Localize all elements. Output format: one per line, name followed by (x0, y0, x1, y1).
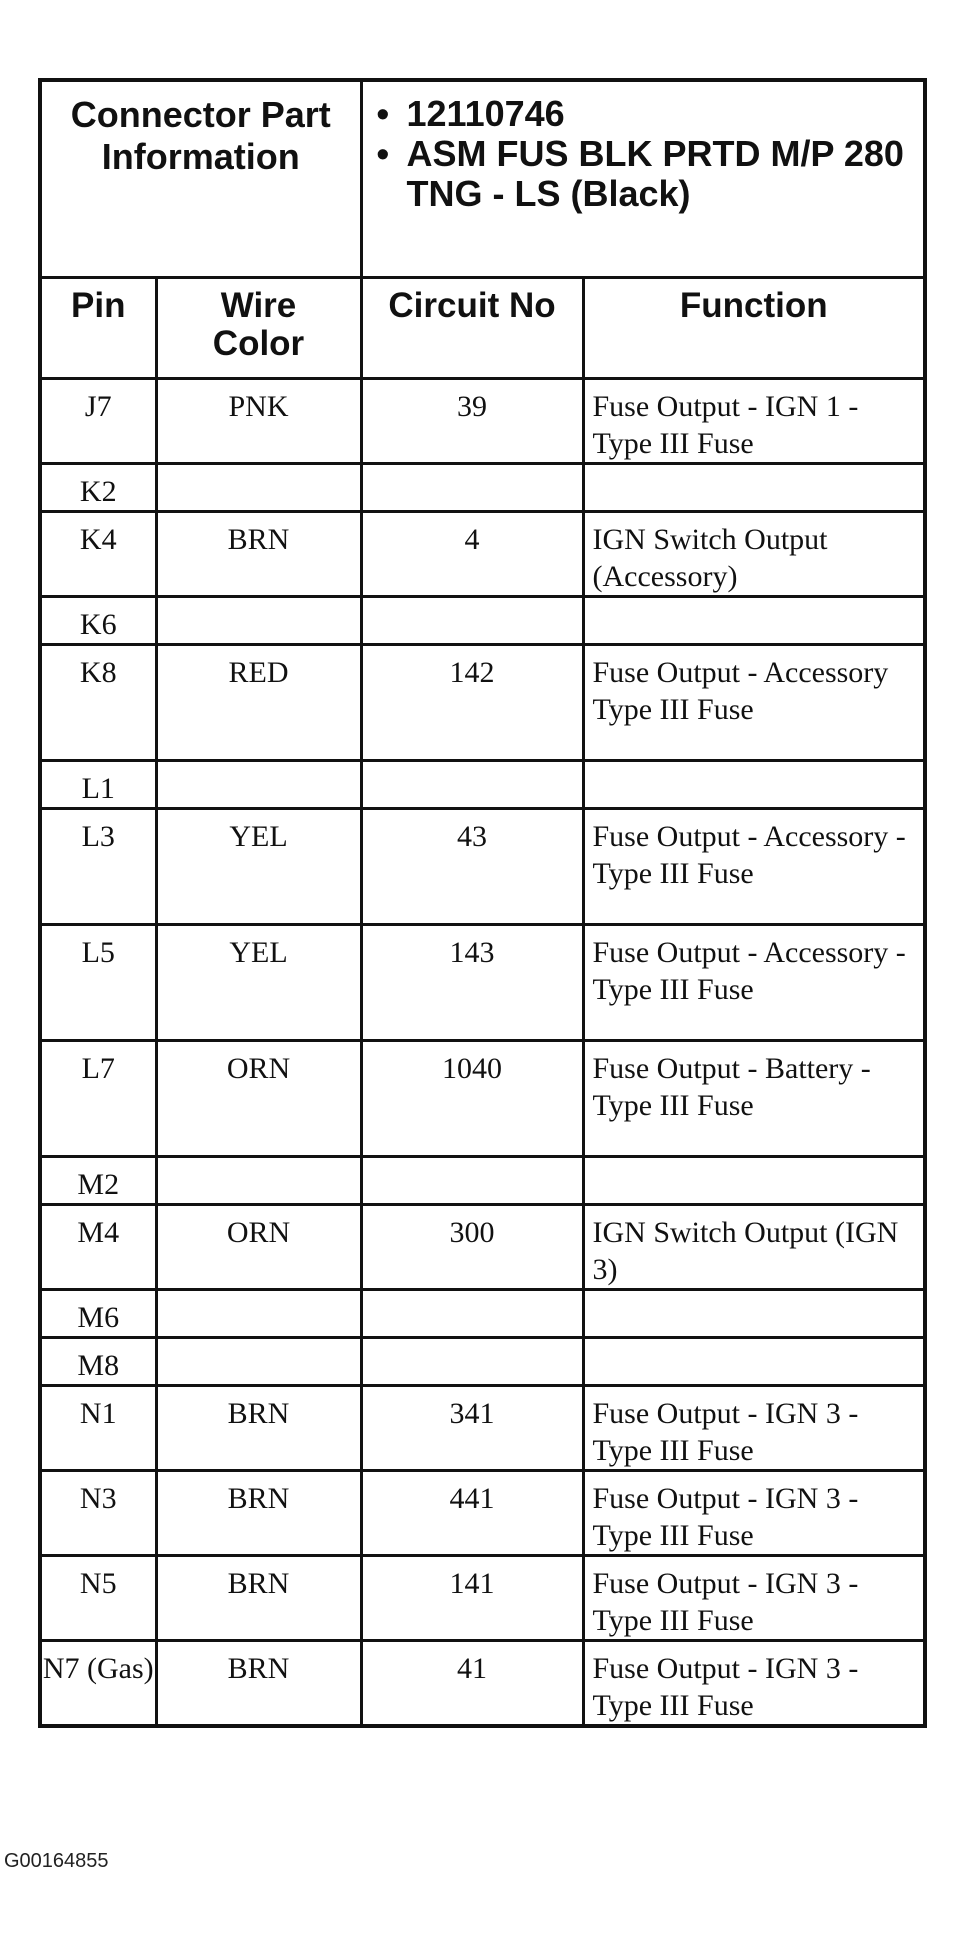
pin-cell: K6 (40, 597, 156, 645)
pin-cell: K2 (40, 464, 156, 512)
connector-info-values (361, 80, 925, 278)
connector-table (38, 78, 927, 1728)
wire-color-cell: YEL (156, 925, 361, 1041)
pin-cell: M4 (40, 1205, 156, 1290)
wire-color-cell (156, 1157, 361, 1205)
circuit-number-cell (361, 1290, 583, 1338)
table-row (40, 379, 925, 464)
part-description-line (376, 133, 914, 214)
function-cell (583, 1157, 925, 1205)
figure-code: G00164855 (4, 1850, 109, 1872)
table-row (40, 1471, 925, 1556)
pin-cell: M2 (40, 1157, 156, 1205)
function-cell (583, 761, 925, 809)
function-cell: Fuse Output - IGN 1 - Type III Fuse (583, 379, 925, 464)
connector-info-row (40, 80, 925, 278)
function-cell: Fuse Output - IGN 3 - Type III Fuse (583, 1386, 925, 1471)
table-row (40, 1338, 925, 1386)
function-cell: Fuse Output - IGN 3 - Type III Fuse (583, 1641, 925, 1727)
pin-cell: L1 (40, 761, 156, 809)
circuit-number-cell (361, 1157, 583, 1205)
function-cell (583, 1338, 925, 1386)
pin-cell: N1 (40, 1386, 156, 1471)
table-row (40, 645, 925, 761)
table-row (40, 1556, 925, 1641)
connector-info-label: Connector Part Information (40, 80, 361, 278)
column-header-pin: Pin (40, 278, 156, 379)
pin-cell: M6 (40, 1290, 156, 1338)
part-number: 12110746 (406, 93, 565, 134)
table-row (40, 1205, 925, 1290)
function-cell (583, 597, 925, 645)
table-row (40, 464, 925, 512)
wire-color-cell (156, 464, 361, 512)
circuit-number-cell: 341 (361, 1386, 583, 1471)
table-body (40, 80, 925, 1726)
circuit-number-cell (361, 464, 583, 512)
table-row (40, 1157, 925, 1205)
function-cell: Fuse Output - IGN 3 - Type III Fuse (583, 1556, 925, 1641)
table-row (40, 597, 925, 645)
table-row (40, 761, 925, 809)
column-header-function: Function (583, 278, 925, 379)
wire-color-cell: BRN (156, 1641, 361, 1727)
wire-color-cell (156, 1290, 361, 1338)
circuit-number-cell: 1040 (361, 1041, 583, 1157)
column-header-circuit-no: Circuit No (361, 278, 583, 379)
circuit-number-cell (361, 1338, 583, 1386)
column-header-row (40, 278, 925, 379)
circuit-number-cell (361, 761, 583, 809)
circuit-number-cell: 39 (361, 379, 583, 464)
wire-color-cell: BRN (156, 1471, 361, 1556)
part-description: ASM FUS BLK PRTD M/P 280 TNG - LS (Black) (406, 133, 904, 214)
table-row (40, 1641, 925, 1727)
wire-color-cell (156, 597, 361, 645)
table-row (40, 1041, 925, 1157)
wire-color-cell (156, 761, 361, 809)
table-row (40, 512, 925, 597)
circuit-number-cell: 142 (361, 645, 583, 761)
circuit-number-cell: 41 (361, 1641, 583, 1727)
function-cell: Fuse Output - Battery - Type III Fuse (583, 1041, 925, 1157)
circuit-number-cell: 43 (361, 809, 583, 925)
function-cell: Fuse Output - IGN 3 - Type III Fuse (583, 1471, 925, 1556)
part-number-line (376, 93, 914, 134)
circuit-number-cell: 441 (361, 1471, 583, 1556)
function-cell (583, 464, 925, 512)
pin-cell: K4 (40, 512, 156, 597)
circuit-number-cell: 141 (361, 1556, 583, 1641)
table-row (40, 925, 925, 1041)
pin-cell: L5 (40, 925, 156, 1041)
pin-cell: N7 (Gas) (40, 1641, 156, 1727)
bullet-icon: • (376, 93, 390, 134)
table-row (40, 1290, 925, 1338)
wire-color-cell: ORN (156, 1041, 361, 1157)
function-cell (583, 1290, 925, 1338)
circuit-number-cell: 300 (361, 1205, 583, 1290)
pin-cell: J7 (40, 379, 156, 464)
function-cell: Fuse Output - Accessory Type III Fuse (583, 645, 925, 761)
circuit-number-cell: 143 (361, 925, 583, 1041)
bullet-icon: • (376, 133, 390, 174)
wire-color-cell: ORN (156, 1205, 361, 1290)
pin-cell: K8 (40, 645, 156, 761)
table-row (40, 1386, 925, 1471)
pin-cell: N3 (40, 1471, 156, 1556)
wire-color-cell: BRN (156, 1556, 361, 1641)
circuit-number-cell: 4 (361, 512, 583, 597)
function-cell: IGN Switch Output (IGN 3) (583, 1205, 925, 1290)
wire-color-cell (156, 1338, 361, 1386)
pin-cell: M8 (40, 1338, 156, 1386)
wire-color-cell: PNK (156, 379, 361, 464)
wire-color-cell: RED (156, 645, 361, 761)
function-cell: Fuse Output - Accessory - Type III Fuse (583, 925, 925, 1041)
wire-color-cell: BRN (156, 512, 361, 597)
pin-cell: L7 (40, 1041, 156, 1157)
pin-cell: N5 (40, 1556, 156, 1641)
wire-color-cell: BRN (156, 1386, 361, 1471)
function-cell: IGN Switch Output (Accessory) (583, 512, 925, 597)
pin-cell: L3 (40, 809, 156, 925)
wire-color-cell: YEL (156, 809, 361, 925)
table-row (40, 809, 925, 925)
circuit-number-cell (361, 597, 583, 645)
function-cell: Fuse Output - Accessory - Type III Fuse (583, 809, 925, 925)
column-header-wire-color: Wire Color (156, 278, 361, 379)
